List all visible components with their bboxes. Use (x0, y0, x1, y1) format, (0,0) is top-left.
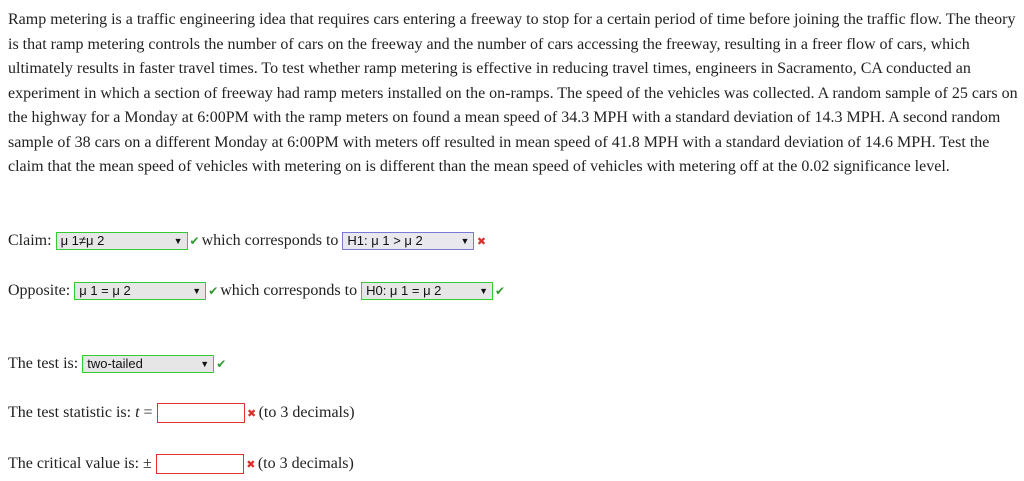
problem-statement: Ramp metering is a traffic engineering idea that requires cars entering a freeway to stop for a certain period of time before joining the traffic flow. The theory is that ramp metering controls the number of cars on the freeway and the number of cars accessing the freeway, resulting in a freer flow of cars, which ultimately results in faster travel times. To test whether ramp metering is effective in reducing travel times, engineers in Sacramento, CA conducted an experiment in which a section of freeway had ramp meters installed on the on-ramps. The speed of the vehicles was collected. A random sample of 25 cars on the highway for a Monday at 6:00PM with the ramp meters on found a mean speed of 34.3 MPH with a standard deviation of 14.3 MPH. A second random sample of 38 cars on a different Monday at 6:00PM with meters off resulted in mean speed of 41.8 MPH with a standard deviation of 14.6 MPH. Test the claim that the mean speed of vehicles with metering on is different than the mean speed of vehicles with metering off at the 0.02 significance level. (8, 11, 1018, 175)
critical-value-suffix: (to 3 decimals) (257, 455, 354, 472)
critical-value-input[interactable] (156, 454, 244, 474)
test-statistic-variable: t (135, 404, 140, 421)
dropdown-arrow-icon: ▼ (200, 359, 210, 369)
opposite-row (8, 279, 507, 303)
check-icon: ✔ (208, 284, 219, 298)
opposite-hypothesis-value: H0: μ 1 = μ 2 (366, 283, 442, 298)
dropdown-arrow-icon: ▼ (192, 286, 202, 296)
x-icon: ✖ (246, 457, 256, 471)
dropdown-arrow-icon: ▼ (479, 286, 489, 296)
check-icon: ✔ (189, 234, 200, 248)
claim-select[interactable] (56, 232, 188, 250)
claim-row (8, 229, 488, 253)
opposite-hypothesis-select[interactable] (361, 282, 493, 300)
claim-label: Claim: (8, 232, 52, 249)
claim-hypothesis-select[interactable] (342, 232, 474, 250)
test-type-select[interactable] (82, 355, 214, 373)
dropdown-arrow-icon: ▼ (173, 236, 183, 246)
opposite-select[interactable] (74, 282, 206, 300)
test-type-row (8, 352, 228, 376)
opposite-select-value: μ 1 = μ 2 (79, 283, 131, 298)
dropdown-arrow-icon: ▼ (460, 236, 470, 246)
opposite-label: Opposite: (8, 282, 71, 299)
test-statistic-label: The test statistic is: (8, 404, 132, 421)
claim-hypothesis-value: H1: μ 1 > μ 2 (347, 233, 423, 248)
opposite-corresponds-text: which corresponds to (220, 282, 358, 299)
critical-value-row (8, 452, 354, 476)
test-type-select-value: two-tailed (87, 356, 143, 371)
test-statistic-row (8, 401, 355, 425)
claim-select-value: μ 1≠μ 2 (60, 233, 105, 248)
test-statistic-input[interactable] (157, 403, 245, 423)
test-statistic-suffix: (to 3 decimals) (258, 404, 355, 421)
claim-corresponds-text: which corresponds to (201, 232, 339, 249)
check-icon: ✔ (216, 357, 227, 371)
check-icon: ✔ (495, 284, 506, 298)
test-statistic-equals: = (143, 404, 153, 421)
test-type-label: The test is: (8, 355, 79, 372)
x-icon: ✖ (246, 406, 257, 420)
critical-value-label: The critical value is: ± (8, 455, 152, 472)
x-icon: ✖ (476, 234, 487, 248)
